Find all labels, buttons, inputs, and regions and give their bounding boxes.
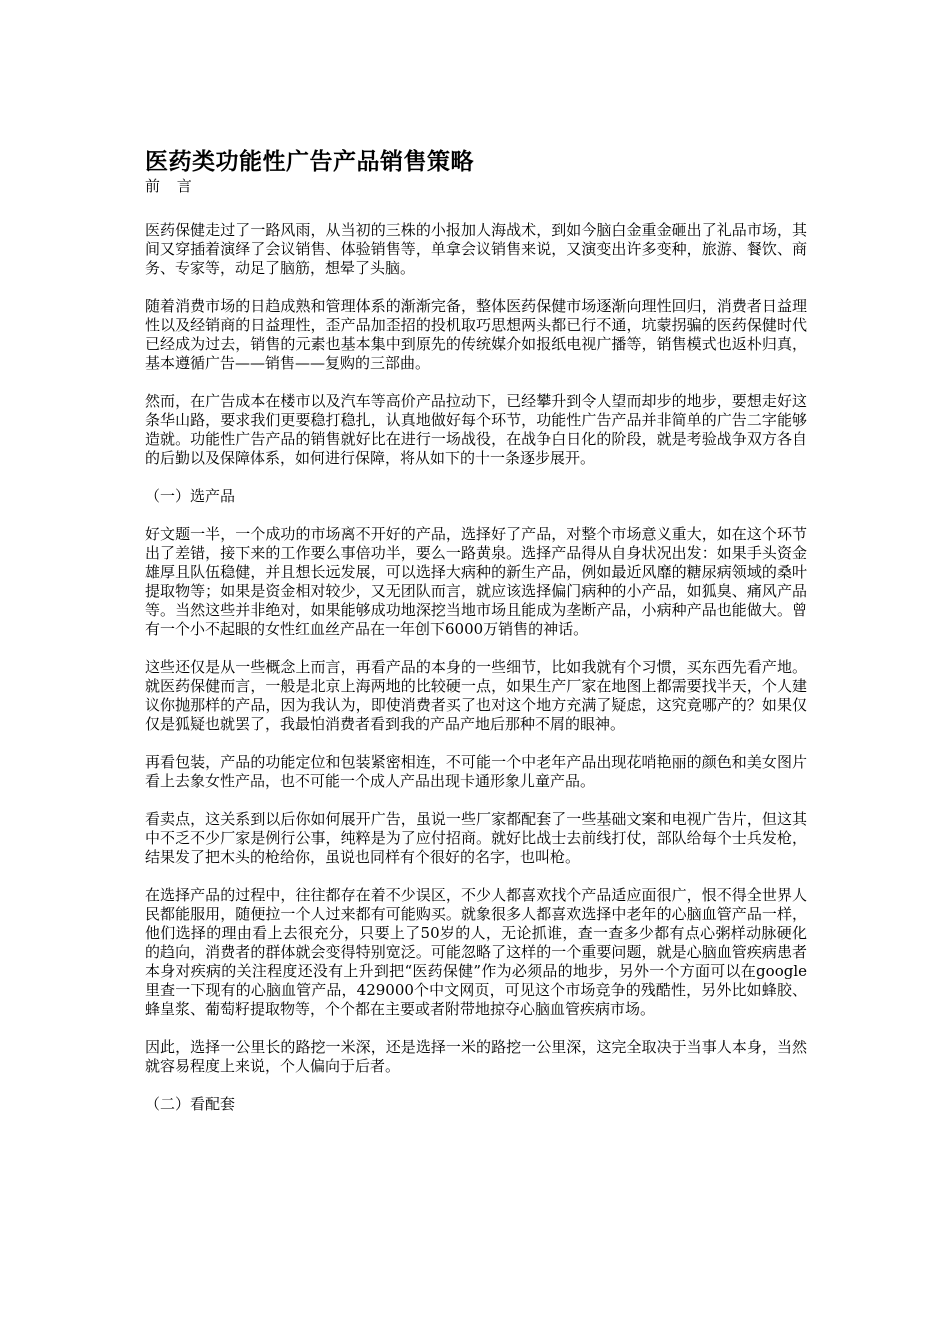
paragraph: 看卖点，这关系到以后你如何展开广告，虽说一些厂家都配套了一些基础文案和电视广告片，但这其中不乏不少厂家是例行公事，纯粹是为了应付招商。就好比战士去前线打仗，部队给每个士兵发枪，结果发了把木头的枪给你，虽说也同样有个很好的名字，也叫枪。	[145, 810, 807, 866]
paragraph: 因此，选择一公里长的路挖一米深，还是选择一米的路挖一公里深，这完全取决于当事人本身，当然就容易程度上来说，个人偏向于后者。	[145, 1038, 807, 1075]
paragraph: 这些还仅是从一些概念上而言，再看产品的本身的一些细节，比如我就有个习惯，买东西先看产地。就医药保健而言，一般是北京上海两地的比较硬一点，如果生产厂家在地图上都需要找半天，个人建议你抛那样的产品，因为我认为，即使消费者买了也对这个地方充满了疑虑，这究竟哪产的？如果仅仅是狐疑也就罢了，我最怕消费者看到我的产品产地后那种不屑的眼神。	[145, 658, 807, 733]
section-heading-check-support: （二）看配套	[145, 1095, 236, 1113]
paragraph: 在选择产品的过程中，往往都存在着不少误区，不少人都喜欢找个产品适应面很广，恨不得全世界人民都能服用，随便拉一个人过来都有可能购买。就象很多人都喜欢选择中老年的心脑血管产品一样，他们选择的理由看上去很充分，只要上了50岁的人，无论抓谁，查一查多少都有点心粥样动脉硬化的趋向，消费者的群体就会变得特别宽泛。可能忽略了这样的一个重要问题，就是心脑血管疾病患者本身对疾病的关注程度还没有上升到把“医药保健”作为必须品的地步，另外一个方面可以在google里查一下现有的心脑血管产品，429000个中文网页，可见这个市场竞争的残酷性，另外比如蜂胶、蜂皇浆、葡萄籽提取物等，个个都在主要或者附带地掠夺心脑血管疾病市场。	[145, 886, 807, 1018]
preface-label: 前 言	[145, 177, 198, 195]
section-heading-select-product: （一）选产品	[145, 487, 236, 505]
paragraph: 再看包装，产品的功能定位和包装紧密相连，不可能一个中老年产品出现花哨艳丽的颜色和美女图片看上去象女性产品，也不可能一个成人产品出现卡通形象儿童产品。	[145, 753, 807, 790]
paragraph: 然而，在广告成本在楼市以及汽车等高价产品拉动下，已经攀升到令人望而却步的地步，要想走好这条华山路，要求我们更要稳打稳扎，认真地做好每个环节，功能性广告产品并非简单的广告二字能够造就。功能性广告产品的销售就好比在进行一场战役，在战争白日化的阶段，就是考验战争双方各自的后勤以及保障体系，如何进行保障，将从如下的十一条逐步展开。	[145, 392, 807, 467]
document-title: 医药类功能性广告产品销售策略	[145, 148, 474, 175]
document-page	[145, 147, 807, 1133]
paragraph: 医药保健走过了一路风雨，从当初的三株的小报加人海战术，到如今脑白金重金砸出了礼品市场，其间又穿插着演绎了会议销售、体验销售等，单拿会议销售来说，又演变出许多变种，旅游、餐饮、商务、专家等，动足了脑筋，想晕了头脑。	[145, 221, 807, 277]
paragraph: 随着消费市场的日趋成熟和管理体系的渐渐完备，整体医药保健市场逐渐向理性回归，消费者日益理性以及经销商的日益理性，歪产品加歪招的投机取巧思想两头都已行不通，坑蒙拐骗的医药保健时代已经成为过去，销售的元素也基本集中到原先的传统媒介如报纸电视广播等，销售模式也返朴归真，基本遵循广告——销售——复购的三部曲。	[145, 297, 807, 372]
paragraph: 好文题一半，一个成功的市场离不开好的产品，选择好了产品，对整个市场意义重大，如在这个环节出了差错，接下来的工作要么事倍功半，要么一路黄泉。选择产品得从自身状况出发：如果手头资金雄厚且队伍稳健，并且想长远发展，可以选择大病种的新生产品，例如最近风靡的糖尿病领域的桑叶提取物等；如果是资金相对较少，又无团队而言，就应该选择偏门病种的小产品，如狐臭、痛风产品等。当然这些并非绝对，如果能够成功地深挖当地市场且能成为垄断产品，小病种产品也能做大。曾有一个小不起眼的女性红血丝产品在一年创下6000万销售的神话。	[145, 525, 807, 638]
